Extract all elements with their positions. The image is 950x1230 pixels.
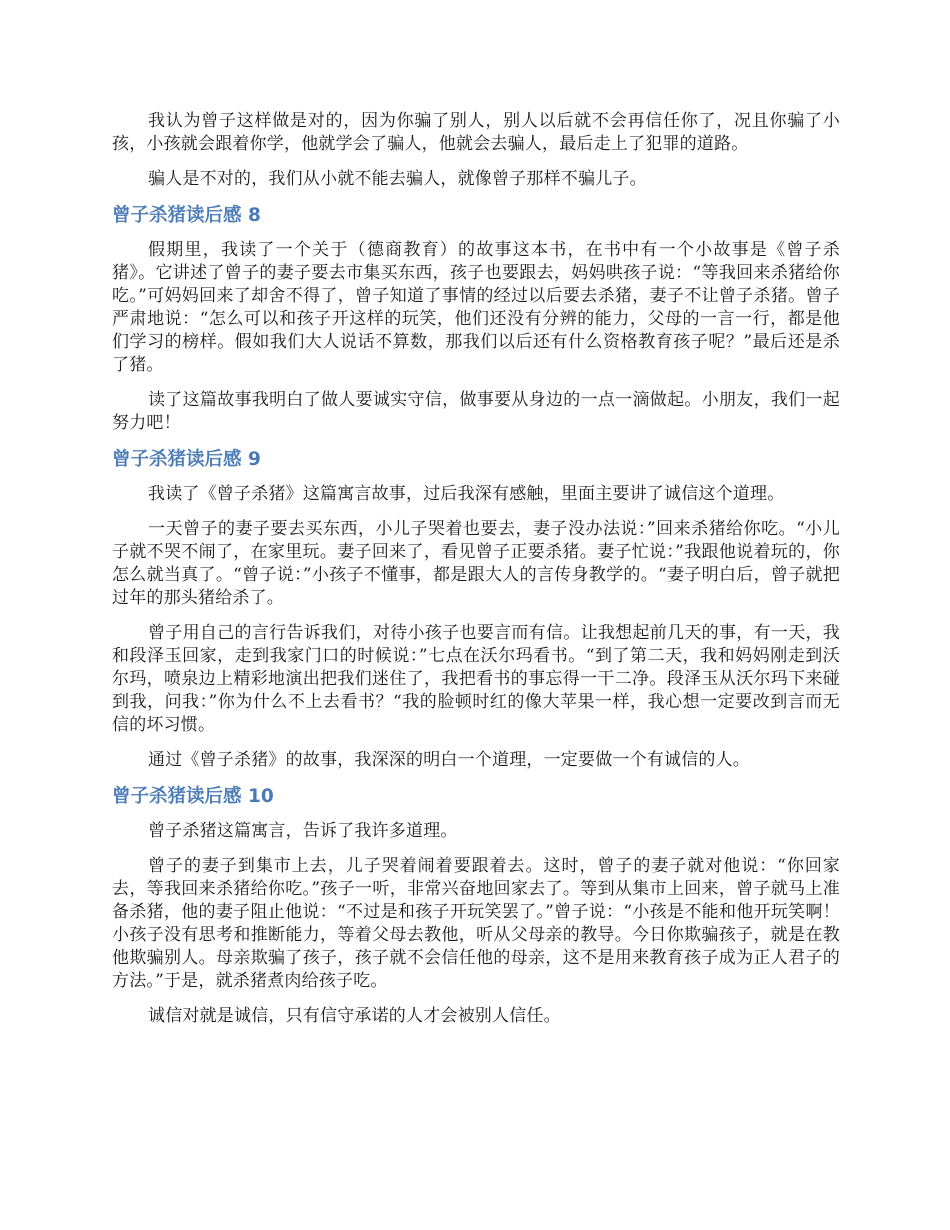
section-heading-10: 曾子杀猪读后感 10 (112, 786, 274, 807)
paragraph: 我读了《曾子杀猪》这篇寓言故事，过后我深有感触，里面主要讲了诚信这个道理。 (148, 484, 785, 504)
paragraph: 读了这篇故事我明白了做人要诚实守信，做事要从身边的一点一滴做起。小朋友，我们一起努力吧！ (112, 390, 840, 433)
paragraph: 骗人是不对的，我们从小就不能去骗人，就像曾子那样不骗儿子。 (148, 169, 647, 189)
section-heading-9: 曾子杀猪读后感 9 (112, 449, 261, 470)
paragraph: 曾子的妻子到集市上去，儿子哭着闹着要跟着去。这时，曾子的妻子就对他说：“你回家去，等我回来杀猪给你吃。”孩子一听，非常兴奋地回家去了。等到从集市上回来，曾子就马上准备杀猪，他的妻子阻止他说：“不过是和孩子开玩笑罢了。”曾子说：“小孩是不能和他开玩笑啊！小孩子没有思考和推断能力，等着父母去教他，听从父母亲的教导。今日你欺骗孩子，就是在教他欺骗别人。母亲欺骗了孩子，孩子就不会信任他的母亲，这不是用来教育孩子成为正人君子的方法。”于是，就杀猪煮肉给孩子吃。 (112, 856, 840, 991)
paragraph: 曾子杀猪这篇寓言，告诉了我许多道理。 (148, 821, 458, 841)
paragraph: 我认为曾子这样做是对的，因为你骗了别人，别人以后就不会再信任你了，况且你骗了小孩，小孩就会跟着你学，他就学会了骗人，他就会去骗人，最后走上了犯罪的道路。 (112, 111, 840, 154)
paragraph: 通过《曾子杀猪》的故事，我深深的明白一个道理，一定要做一个有诚信的人。 (148, 750, 750, 770)
paragraph: 诚信对就是诚信，只有信守承诺的人才会被别人信任。 (148, 1006, 561, 1026)
paragraph: 一天曾子的妻子要去买东西，小儿子哭着也要去，妻子没办法说：”回来杀猪给你吃。“小儿子就不哭不闹了，在家里玩。妻子回来了，看见曾子正要杀猪。妻子忙说：”我跟他说着玩的，你怎么就当真了。“曾子说：”小孩子不懂事，都是跟大人的言传身教学的。“妻子明白后，曾子就把过年的那头猪给杀了。 (112, 519, 840, 608)
paragraph: 曾子用自己的言行告诉我们，对待小孩子也要言而有信。让我想起前几天的事，有一天，我和段泽玉回家，走到我家门口的时候说：”七点在沃尔玛看书。“到了第二天，我和妈妈刚走到沃尔玛，喷泉边上精彩地演出把我们迷住了，我把看书的事忘得一干二净。段泽玉从沃尔玛下来碰到我，问我：”你为什么不上去看书？“我的脸顿时红的像大苹果一样，我心想一定要改到言而无信的坏习惯。 (112, 623, 840, 735)
section-heading-8: 曾子杀猪读后感 8 (112, 205, 261, 226)
document-page (112, 110, 840, 1040)
paragraph: 假期里，我读了一个关于（德商教育）的故事这本书，在书中有一个小故事是《曾子杀猪》。它讲述了曾子的妻子要去市集买东西，孩子也要跟去，妈妈哄孩子说：“等我回来杀猪给你吃。”可妈妈回来了却舍不得了，曾子知道了事情的经过以后要去杀猪，妻子不让曾子杀猪。曾子严肃地说：“怎么可以和孩子开这样的玩笑，他们还没有分辨的能力，父母的一言一行，都是他们学习的榜样。假如我们大人说话不算数，那我们以后还有什么资格教育孩子呢？”最后还是杀了猪。 (112, 240, 840, 375)
